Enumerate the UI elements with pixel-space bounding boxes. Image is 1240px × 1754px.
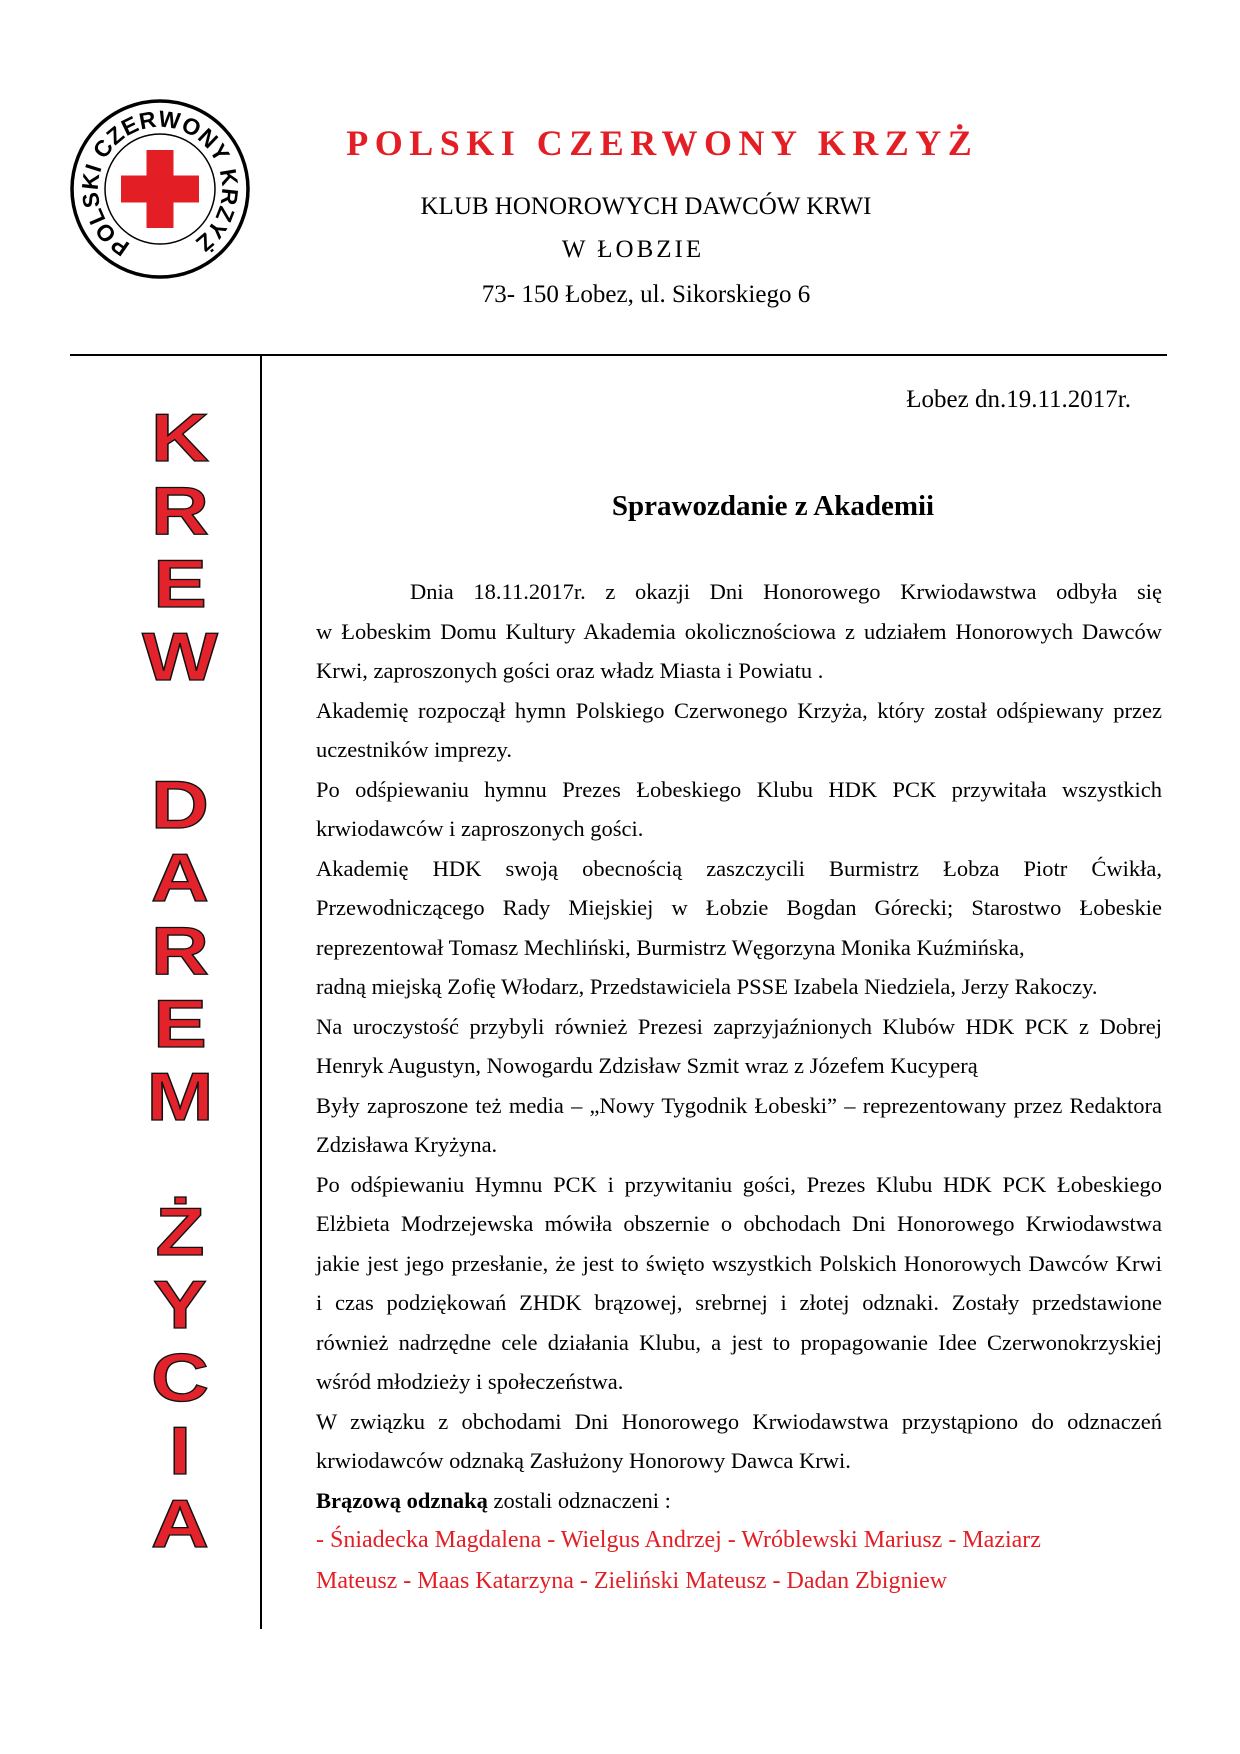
body-line: Elżbieta Modrzejewska mówiła obszernie o obchodach Dni Honorowego Krwiodawstwa bbox=[316, 1211, 1162, 1236]
body-line: krwiodawców odznaką Zasłużony Honorowy Dawca Krwi. bbox=[316, 1448, 851, 1473]
award-text: zostali odznaczeni : bbox=[487, 1487, 671, 1513]
body-line: również nadrzędne cele działania Klubu, a jest to propagowanie Idee Czerwonokrzyskiej bbox=[316, 1329, 1162, 1355]
body-line: w Łobeskim Domu Kultury Akademia okolicznościowa z udziałem Honorowych Dawców bbox=[316, 618, 1162, 644]
document-body bbox=[316, 572, 1162, 1602]
body-line: W związku z obchodami Dni Honorowego Krwiodawstwa przystąpiono do odznaczeń bbox=[316, 1408, 1162, 1434]
header-address: 73- 150 Łobez, ul. Sikorskiego 6 bbox=[481, 281, 811, 308]
slogan-text-darem: DAREM bbox=[146, 767, 214, 1135]
slogan-text-zycia: ŻYCIA bbox=[151, 1194, 209, 1562]
slogan-text-krew: KREW bbox=[142, 400, 218, 695]
sidebar-divider bbox=[260, 354, 262, 1629]
body-line: Na uroczystość przybyli również Prezesi zaprzyjaźnionych Klubów HDK PCK z Dobrej bbox=[316, 1013, 1162, 1039]
body-line: Po odśpiewaniu hymnu Prezes Łobeskiego Klubu HDK PCK przywitała wszystkich bbox=[316, 776, 1162, 802]
award-line bbox=[316, 1481, 1162, 1521]
body-line: Przewodniczącego Rady Miejskiej w Łobzie Bogdan Górecki; Starostwo Łobeskie bbox=[316, 895, 1162, 920]
body-line: jakie jest jego przesłanie, że jest to święto wszystkich Polskich Honorowych Dawców Krwi bbox=[316, 1250, 1162, 1276]
body-line: Były zaproszone też media – „Nowy Tygodnik Łobeski” – reprezentowany przez Redaktora bbox=[316, 1092, 1162, 1118]
pck-logo bbox=[60, 89, 260, 289]
award-recipients-line: - Śniadecka Magdalena - Wielgus Andrzej - Wróblewski Mariusz - Maziarz bbox=[316, 1527, 1041, 1553]
header-club-name: KLUB HONOROWYCH DAWCÓW KRWI bbox=[420, 193, 872, 220]
body-line: i czas podziękowań ZHDK brązowej, srebrnej i złotej odznaki. Zostały przedstawione bbox=[316, 1290, 1162, 1315]
body-line: uczestników imprezy. bbox=[316, 737, 512, 762]
body-line: Po odśpiewaniu Hymnu PCK i przywitaniu gości, Prezes Klubu HDK PCK Łobeskiego bbox=[316, 1171, 1162, 1197]
header-organization-name: POLSKI CZERWONY KRZYŻ bbox=[346, 123, 979, 163]
body-line: Akademię HDK swoją obecnością zaszczycili Burmistrz Łobza Piotr Ćwikła, bbox=[316, 855, 1162, 881]
slogan-word-3 bbox=[109, 1196, 251, 1561]
body-line: Zdzisława Kryżyna. bbox=[316, 1132, 498, 1157]
document-date: Łobez dn.19.11.2017r. bbox=[906, 386, 1131, 413]
body-line: krwiodawców i zaproszonych gości. bbox=[316, 816, 644, 841]
body-line: Krwi, zaproszonych gości oraz władz Miasta i Powiatu . bbox=[316, 658, 824, 683]
document-title: Sprawozdanie z Akademii bbox=[611, 490, 935, 522]
body-line: Dnia 18.11.2017r. z okazji Dni Honorowego Krwiodawstwa odbyła się bbox=[410, 579, 1162, 604]
body-line: radną miejską Zofię Włodarz, Przedstawiciela PSSE Izabela Niedziela, Jerzy Rakoczy. bbox=[316, 974, 1098, 999]
body-line: Akademię rozpoczął hymn Polskiego Czerwonego Krzyża, który został odśpiewany przez bbox=[316, 697, 1162, 723]
body-line: reprezentował Tomasz Mechliński, Burmistrz Węgorzyna Monika Kuźmińska, bbox=[316, 934, 1025, 960]
slogan-word-2 bbox=[109, 769, 251, 1134]
award-label: Brązową odznaką bbox=[316, 1487, 488, 1513]
header-city: W ŁOBZIE bbox=[561, 236, 705, 263]
body-line: Henryk Augustyn, Nowogardu Zdzisław Szmit wraz z Józefem Kucyperą bbox=[316, 1053, 978, 1078]
header-divider bbox=[70, 354, 1167, 356]
logo-ring-textpath: POLSKI CZERWONY KRZYŻ bbox=[76, 105, 244, 262]
body-line: wśród młodzieży i społeczeństwa. bbox=[316, 1369, 624, 1394]
award-recipients-line: Mateusz - Maas Katarzyna - Zieliński Mateusz - Dadan Zbigniew bbox=[316, 1568, 948, 1594]
slogan-word-1 bbox=[109, 402, 251, 694]
